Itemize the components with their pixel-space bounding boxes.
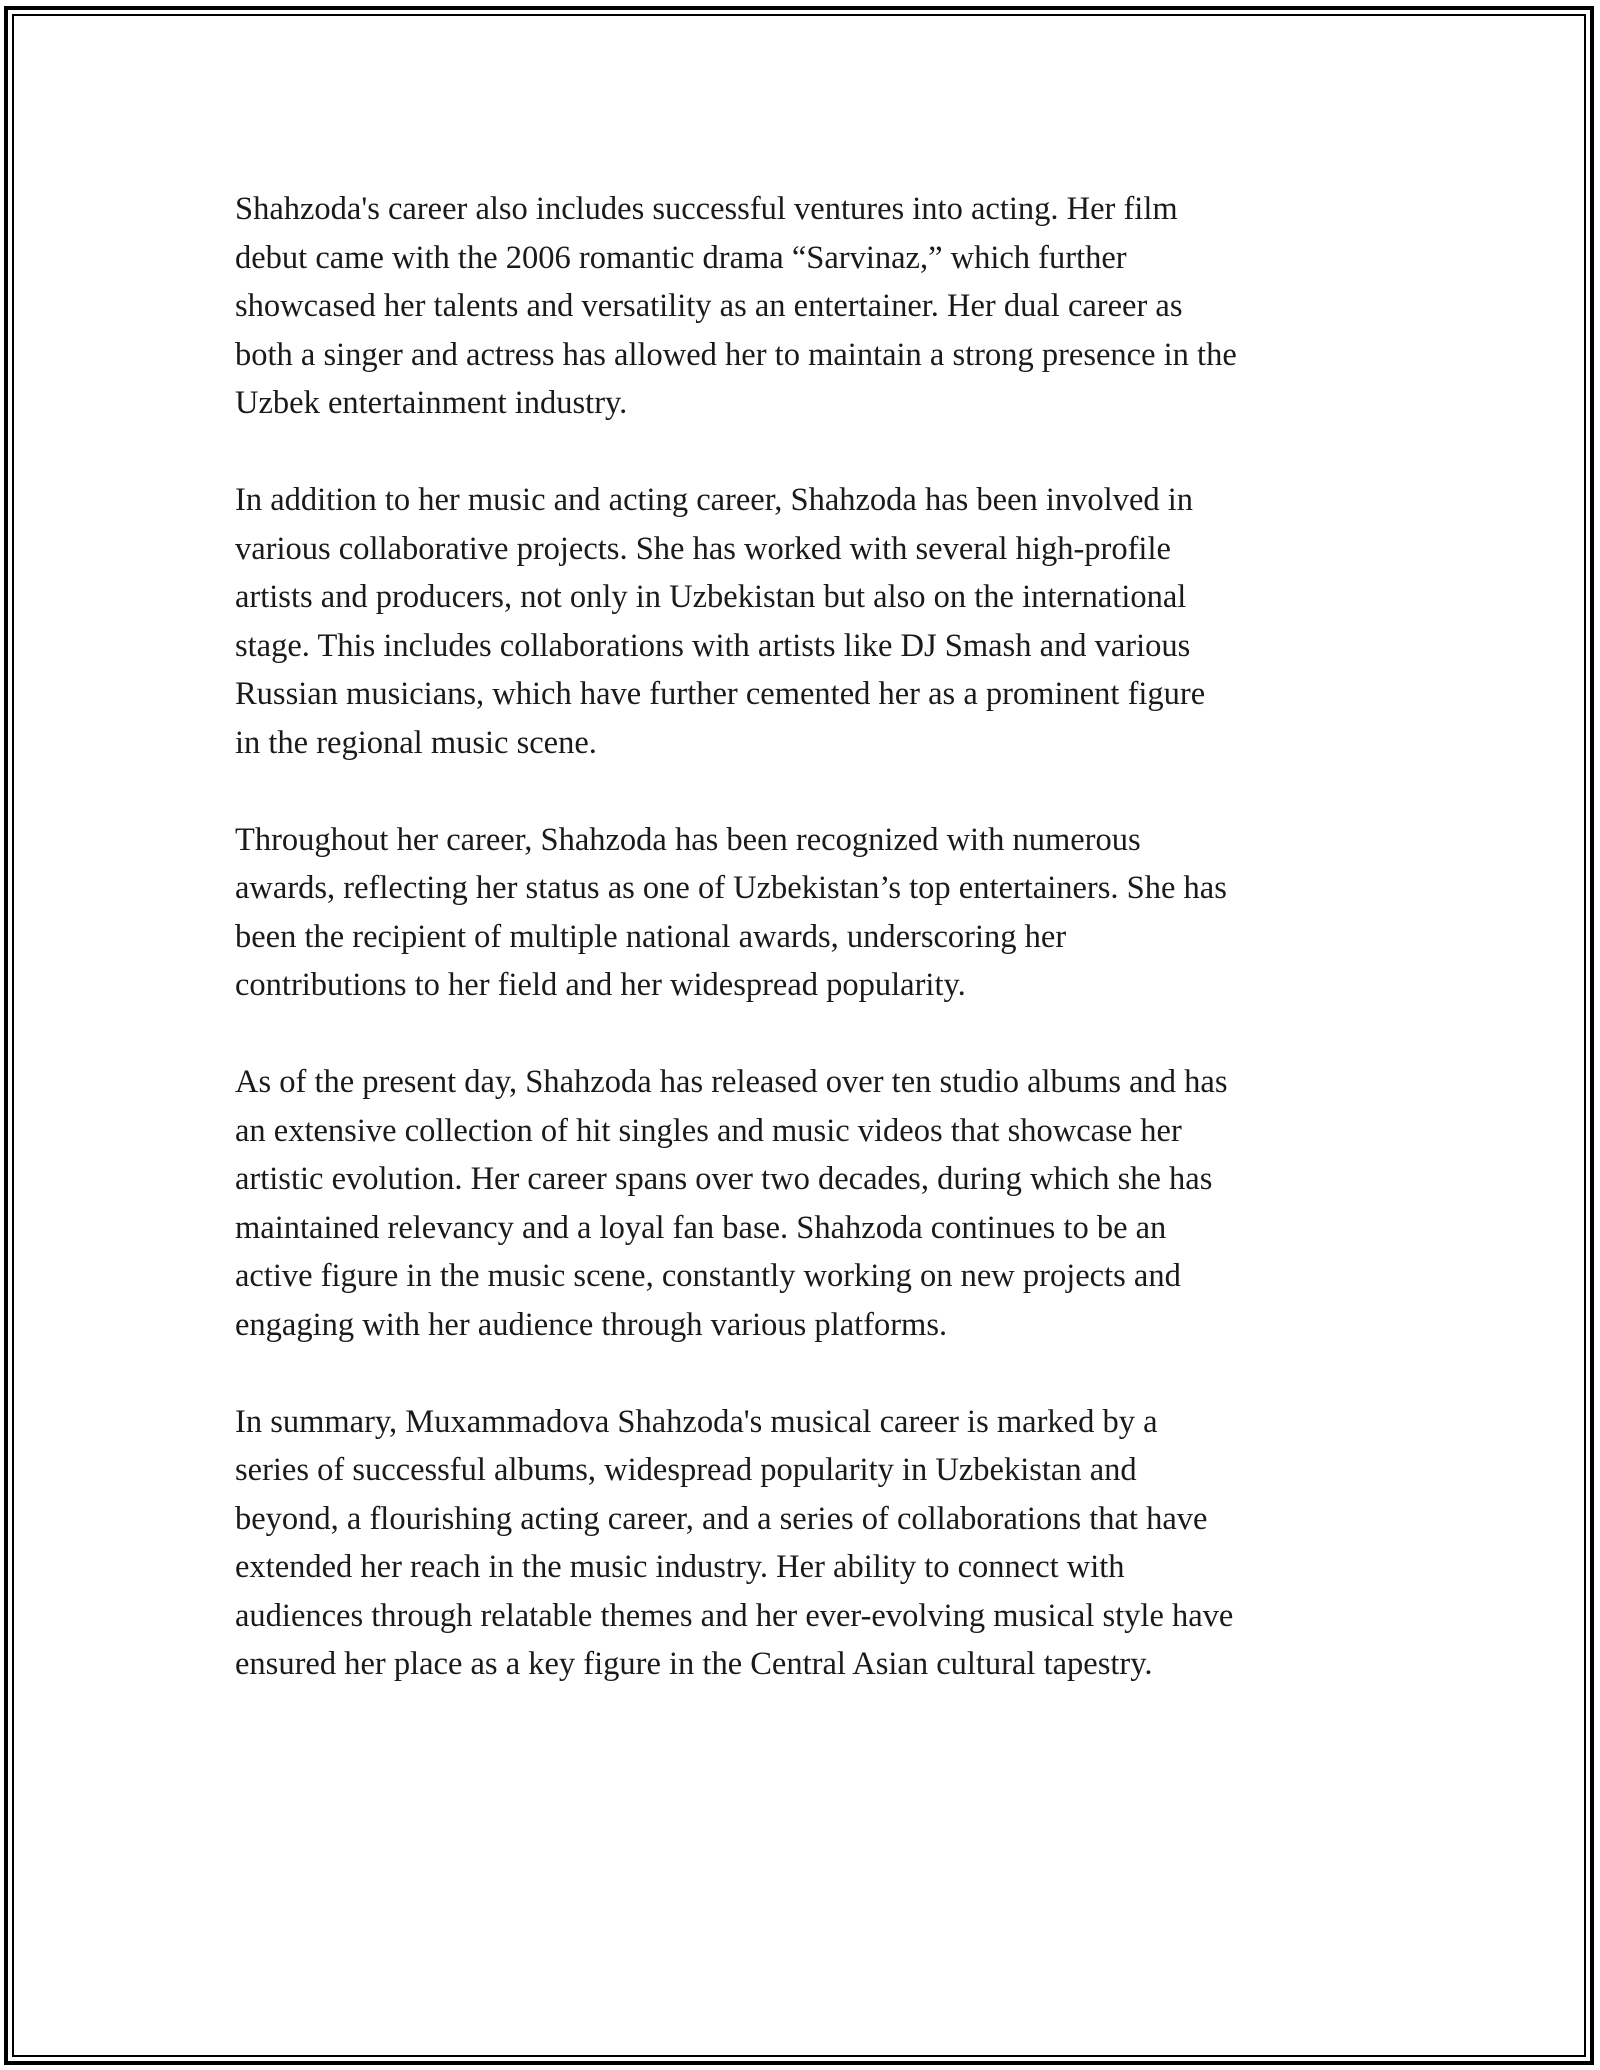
text-line: an extensive collection of hit singles and music videos that showcase her — [235, 1112, 1182, 1149]
text-line: In addition to her music and acting career, Shahzoda has been involved in — [235, 482, 1194, 518]
text-line: both a singer and actress has allowed her to maintain a strong presence in the — [235, 336, 1237, 373]
text-line: in the regional music scene. — [235, 724, 597, 761]
text-line: ensured her place as a key figure in the Central Asian cultural tapestry. — [235, 1646, 1153, 1682]
text-line: artists and producers, not only in Uzbekistan but also on the international — [235, 579, 1187, 615]
text-line: Uzbek entertainment industry. — [235, 385, 628, 421]
text-line: been the recipient of multiple national awards, underscoring her — [235, 918, 1067, 955]
text-line: Shahzoda's career also includes successful ventures into acting. Her film — [235, 191, 1178, 227]
paragraph-acting — [235, 185, 1375, 428]
paragraph-present-day — [235, 1058, 1375, 1349]
paragraph-summary — [235, 1398, 1375, 1689]
text-line: awards, reflecting her status as one of Uzbekistan’s top entertainers. She has — [235, 870, 1227, 906]
text-line: various collaborative projects. She has worked with several high-profile — [235, 530, 1171, 567]
text-line: beyond, a flourishing acting career, and a series of collaborations that have — [235, 1500, 1208, 1537]
text-line: active figure in the music scene, constantly working on new projects and — [235, 1258, 1181, 1294]
text-line: stage. This includes collaborations with artists like DJ Smash and various — [235, 627, 1191, 664]
text-line: maintained relevancy and a loyal fan base. Shahzoda continues to be an — [235, 1209, 1167, 1246]
text-line: extended her reach in the music industry. Her ability to connect with — [235, 1549, 1125, 1585]
paragraph-collaborations — [235, 476, 1375, 767]
text-line: debut came with the 2006 romantic drama “Sarvinaz,” which further — [235, 239, 1127, 276]
text-line: Russian musicians, which have further cemented her as a prominent figure — [235, 676, 1206, 712]
text-line: contributions to her field and her widespread popularity. — [235, 967, 966, 1003]
text-line: showcased her talents and versatility as an entertainer. Her dual career as — [235, 288, 1183, 324]
text-line: Throughout her career, Shahzoda has been recognized with numerous — [235, 821, 1141, 858]
text-line: artistic evolution. Her career spans over two decades, during which she has — [235, 1161, 1213, 1197]
text-line: engaging with her audience through various platforms. — [235, 1306, 948, 1343]
text-line: audiences through relatable themes and her ever-evolving musical style have — [235, 1597, 1234, 1634]
document-body — [235, 185, 1375, 1737]
text-line: As of the present day, Shahzoda has released over ten studio albums and has — [235, 1064, 1228, 1100]
text-line: series of successful albums, widespread popularity in Uzbekistan and — [235, 1452, 1137, 1488]
text-line: In summary, Muxammadova Shahzoda's musical career is marked by a — [235, 1403, 1158, 1440]
paragraph-awards — [235, 816, 1375, 1010]
